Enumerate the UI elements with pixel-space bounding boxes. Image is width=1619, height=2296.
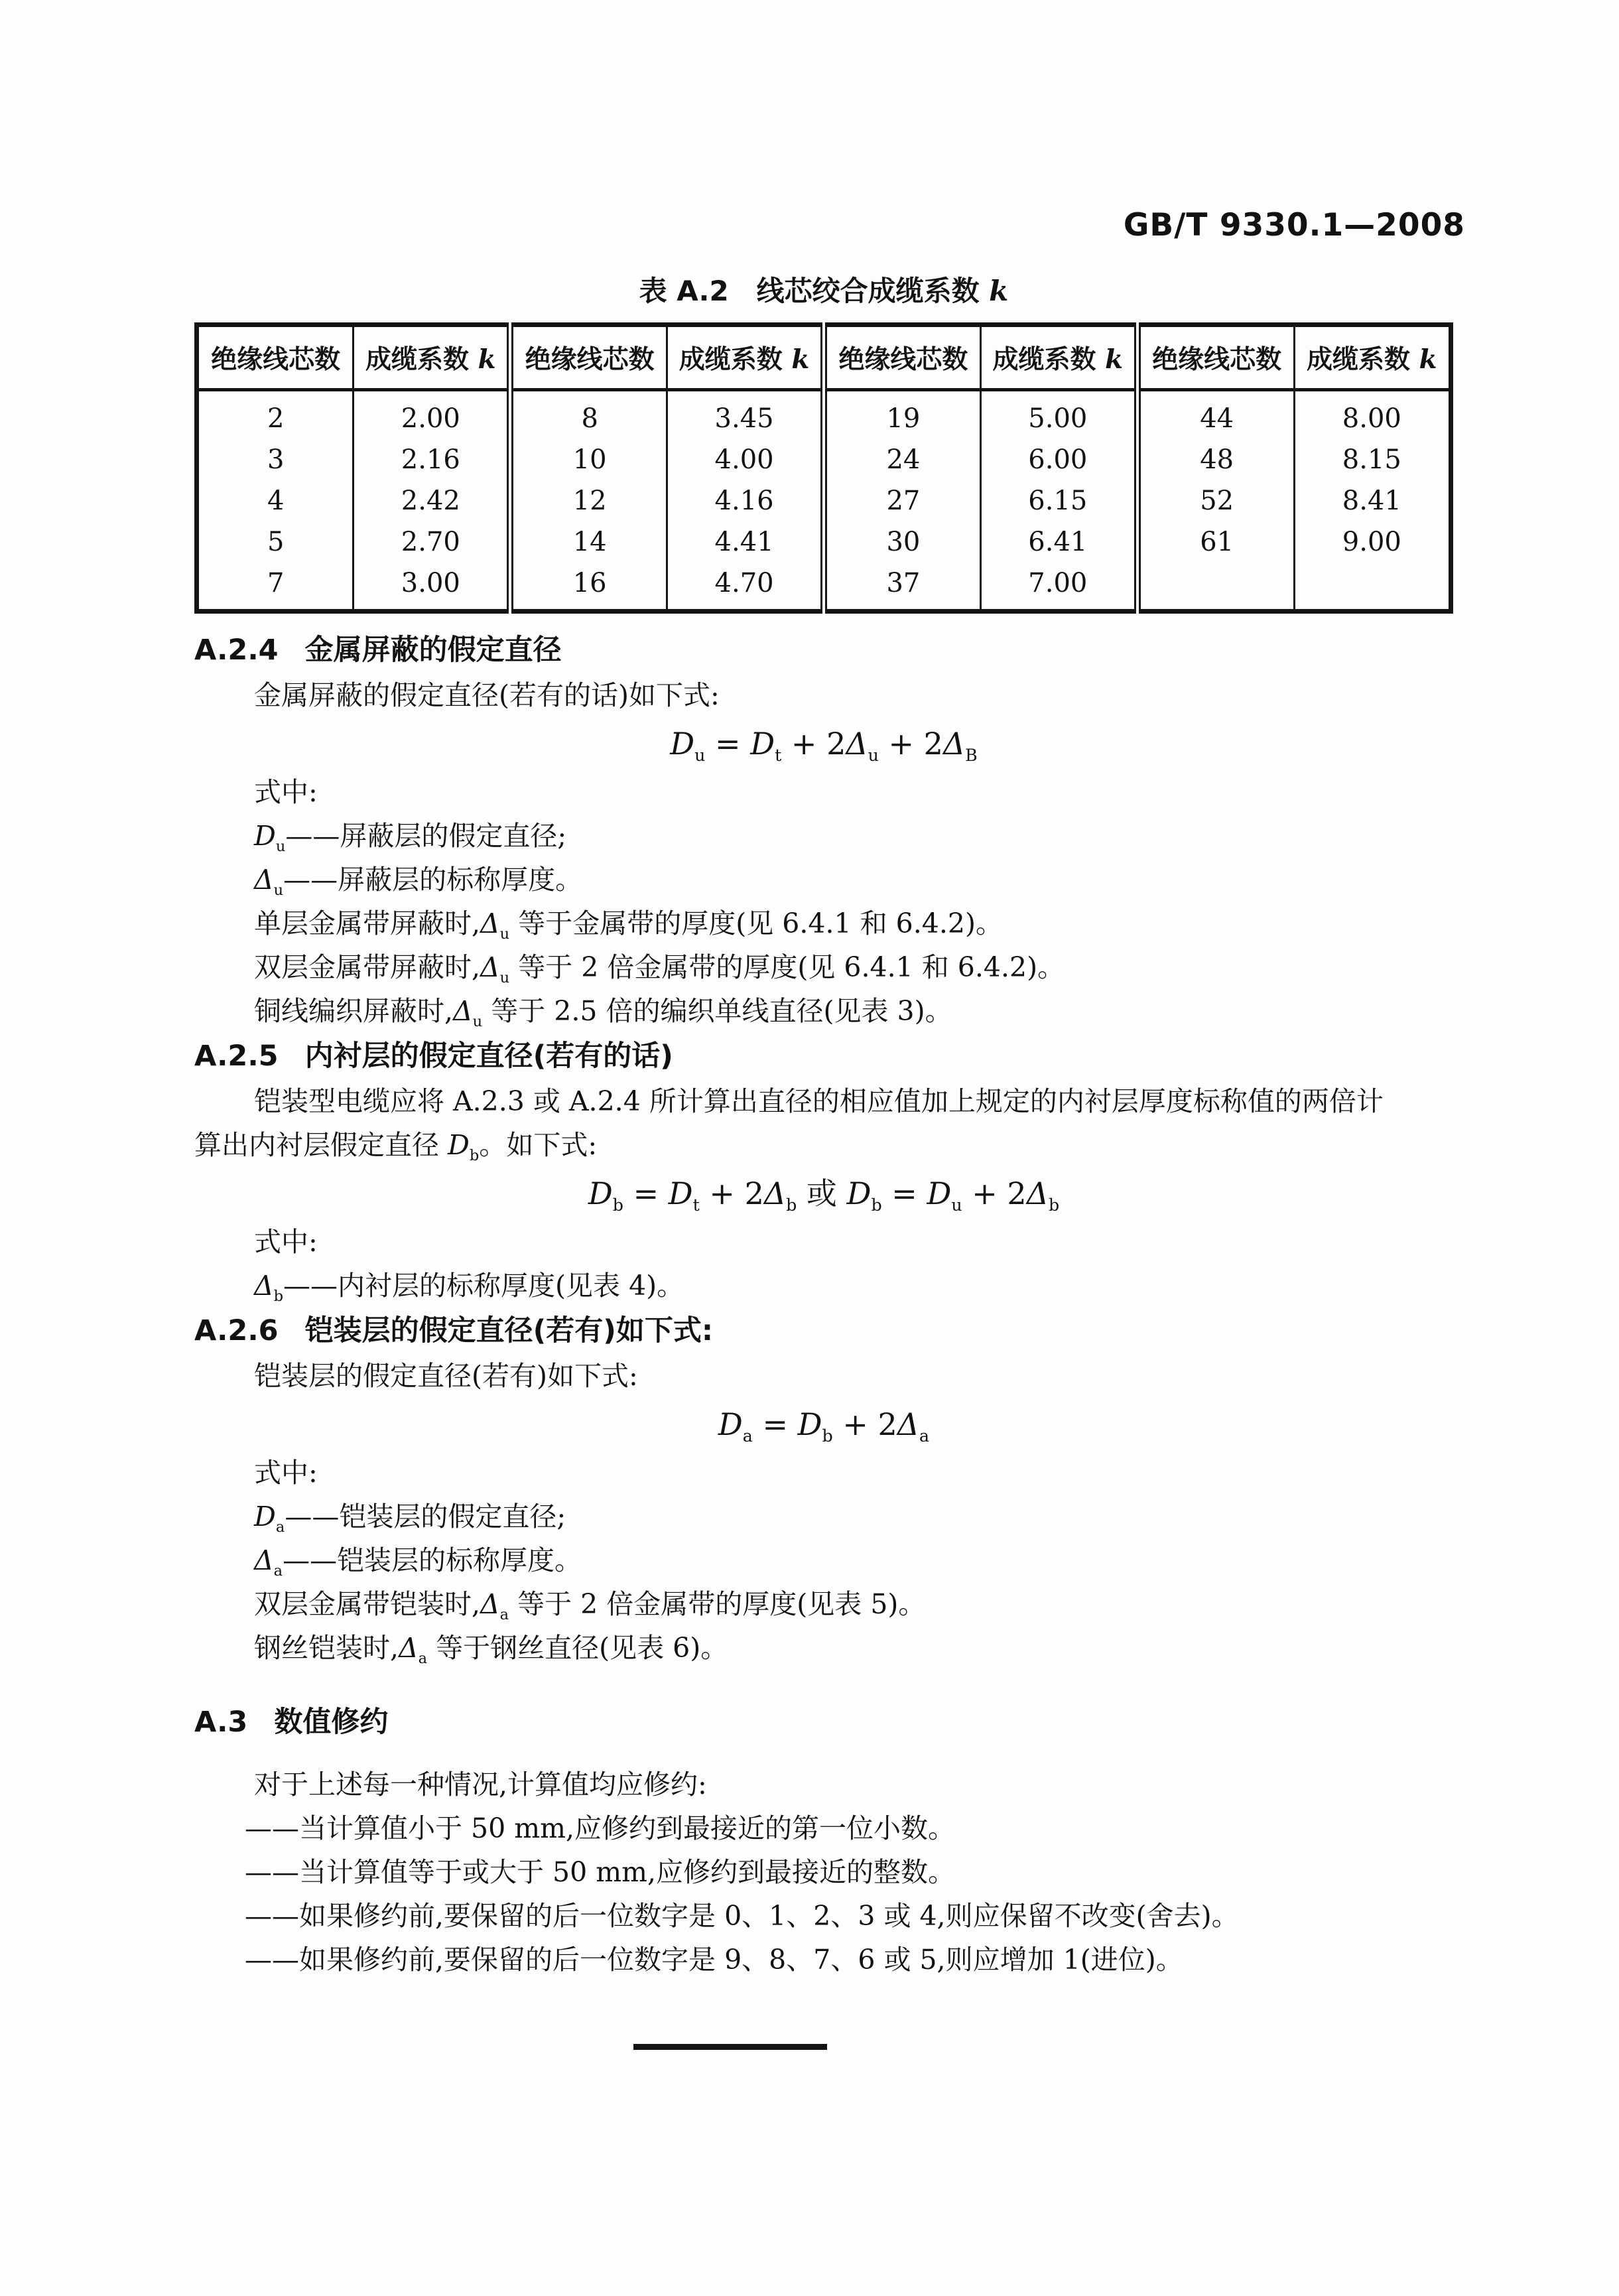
col-header-factor: 成缆系数 k bbox=[980, 325, 1137, 390]
table-cell: 4.00 bbox=[667, 439, 824, 480]
section-title: 内衬层的假定直径(若有的话) bbox=[304, 1040, 673, 1073]
section-number: A.2.4 bbox=[194, 634, 279, 667]
table-cell: 7 bbox=[267, 568, 285, 598]
table-cell: 6.00 bbox=[980, 439, 1137, 480]
table-row bbox=[197, 439, 1451, 480]
section-title: 数值修约 bbox=[274, 1706, 389, 1739]
table-cell: 6.15 bbox=[980, 480, 1137, 521]
table-cell: 8.41 bbox=[1294, 480, 1451, 521]
paragraph: 对于上述每一种情况,计算值均应修约: bbox=[254, 1769, 707, 1800]
table-cell: 24 bbox=[824, 439, 980, 480]
table-cell: 8.15 bbox=[1294, 439, 1451, 480]
table-cell: 5.00 bbox=[980, 390, 1137, 440]
definition-line: $\Delta_a——$铠装层的标称厚度。 bbox=[254, 1544, 582, 1580]
paragraph: 式中: bbox=[254, 1226, 318, 1258]
section-number: A.2.6 bbox=[194, 1314, 279, 1347]
table-cell: 10 bbox=[510, 439, 667, 480]
table-cell: 61 bbox=[1137, 521, 1294, 563]
table-cell: 44 bbox=[1137, 390, 1294, 440]
paragraph: 铠装型电缆应将 A.2.3 或 A.2.4 所计算出直径的相应值加上规定的内衬层厚度标称值的两倍计 bbox=[254, 1085, 1384, 1117]
paragraph: 铠装层的假定直径(若有)如下式: bbox=[254, 1360, 638, 1392]
table-cell: 4.16 bbox=[667, 480, 824, 521]
paragraph: 双层金属带铠装时$,\Delta_a$ 等于 2 倍金属带的厚度(见表 5)。 bbox=[254, 1588, 926, 1624]
table-cell: 30 bbox=[824, 521, 980, 563]
list-item: ——如果修约前,要保留的后一位数字是 9、8、7、6 或 5,则应增加 1(进位)。 bbox=[245, 1944, 1183, 1976]
standard-code: GB/T 9330.1—2008 bbox=[1123, 207, 1465, 243]
table-cell: 5 bbox=[267, 527, 285, 557]
table-row bbox=[197, 390, 1451, 440]
list-item: ——当计算值小于 50 mm,应修约到最接近的第一位小数。 bbox=[245, 1812, 956, 1844]
col-header-cores: 绝缘线芯数 bbox=[197, 325, 354, 390]
section-heading-a24 bbox=[194, 627, 1453, 673]
table-cell: 37 bbox=[824, 563, 980, 612]
table-cell: 8.00 bbox=[1294, 390, 1451, 440]
table-cell: 3.00 bbox=[354, 563, 510, 612]
paragraph: 算出内衬层假定直径 $D_b$。如下式: bbox=[194, 1129, 598, 1165]
table-title: 表 A.2 线芯绞合成缆系数 k bbox=[639, 275, 1009, 307]
col-header-factor: 成缆系数 k bbox=[354, 325, 510, 390]
end-of-document-rule bbox=[633, 2044, 827, 2050]
table-cell: 8 bbox=[510, 390, 667, 440]
formula-db: $D_b = D_t + 2\Delta_b$ 或 $D_b = D_u + 2\Delta_b$ bbox=[588, 1176, 1060, 1215]
table-cell: 27 bbox=[824, 480, 980, 521]
table-cell: 52 bbox=[1137, 480, 1294, 521]
table-cell: 48 bbox=[1137, 439, 1294, 480]
definition-line: $\Delta_b——$内衬层的标称厚度(见表 4)。 bbox=[254, 1270, 684, 1306]
col-header-cores: 绝缘线芯数 bbox=[824, 325, 980, 390]
table-cell: 14 bbox=[510, 521, 667, 563]
cabling-factor-table bbox=[194, 322, 1453, 614]
formula-du: $D_u = D_t + 2\Delta_u + 2\Delta_B$ bbox=[670, 726, 978, 766]
table-cell: 4.70 bbox=[667, 563, 824, 612]
table-cell: 3 bbox=[267, 444, 285, 475]
table-cell bbox=[1294, 563, 1451, 612]
table-cell: 4 bbox=[267, 486, 285, 516]
section-number: A.2.5 bbox=[194, 1040, 279, 1073]
table-cell: 6.41 bbox=[980, 521, 1137, 563]
section-number: A.3 bbox=[194, 1706, 248, 1739]
section-heading-a25 bbox=[194, 1033, 1453, 1079]
paragraph: 钢丝铠装时$,\Delta_a$ 等于钢丝直径(见表 6)。 bbox=[254, 1632, 728, 1668]
paragraph: 式中: bbox=[254, 776, 318, 808]
table-cell: 4.41 bbox=[667, 521, 824, 563]
col-header-factor: 成缆系数 k bbox=[1294, 325, 1451, 390]
table-cell: 2.16 bbox=[354, 439, 510, 480]
definition-line: $D_u——$屏蔽层的假定直径; bbox=[254, 820, 567, 856]
table-cell bbox=[1137, 563, 1294, 612]
list-item: ——当计算值等于或大于 50 mm,应修约到最接近的整数。 bbox=[245, 1856, 956, 1888]
table-cell: 3.45 bbox=[667, 390, 824, 440]
paragraph: 双层金属带屏蔽时$,\Delta_u$ 等于 2 倍金属带的厚度(见 6.4.1 和 6.4.2)。 bbox=[254, 951, 1065, 987]
paragraph: 铜线编织屏蔽时$,\Delta_u$ 等于 2.5 倍的编织单线直径(见表 3)。 bbox=[254, 995, 952, 1031]
definition-line: $D_a——$铠装层的假定直径; bbox=[254, 1501, 566, 1536]
table-row bbox=[197, 521, 1451, 563]
section-title: 铠装层的假定直径(若有)如下式: bbox=[304, 1314, 714, 1347]
list-item: ——如果修约前,要保留的后一位数字是 0、1、2、3 或 4,则应保留不改变(舍去)。 bbox=[245, 1900, 1239, 1932]
col-header-factor: 成缆系数 k bbox=[667, 325, 824, 390]
table-cell: 2.00 bbox=[354, 390, 510, 440]
table-cell: 16 bbox=[510, 563, 667, 612]
table-cell: 9.00 bbox=[1294, 521, 1451, 563]
section-heading-a26 bbox=[194, 1308, 1453, 1354]
table-row bbox=[197, 480, 1451, 521]
table-cell: 19 bbox=[824, 390, 980, 440]
section-heading-a3 bbox=[194, 1699, 1453, 1745]
table-row bbox=[197, 563, 1451, 612]
table-cell: 7.00 bbox=[980, 563, 1137, 612]
table-body bbox=[197, 390, 1451, 612]
paragraph: 式中: bbox=[254, 1457, 318, 1489]
table-cell: 2 bbox=[267, 403, 285, 434]
section-title: 金属屏蔽的假定直径 bbox=[304, 634, 562, 667]
table-cell: 2.70 bbox=[354, 521, 510, 563]
paragraph: 单层金属带屏蔽时$,\Delta_u$ 等于金属带的厚度(见 6.4.1 和 6.4.2)。 bbox=[254, 908, 1003, 943]
formula-da: $D_a = D_b + 2\Delta_a$ bbox=[718, 1406, 930, 1446]
table-header-row bbox=[197, 325, 1451, 390]
col-header-cores: 绝缘线芯数 bbox=[510, 325, 667, 390]
paragraph: 金属屏蔽的假定直径(若有的话)如下式: bbox=[254, 679, 720, 711]
page-content bbox=[194, 271, 1453, 2050]
definition-line: $\Delta_u——$屏蔽层的标称厚度。 bbox=[254, 864, 583, 900]
col-header-cores: 绝缘线芯数 bbox=[1137, 325, 1294, 390]
table-cell: 2.42 bbox=[354, 480, 510, 521]
table-cell: 12 bbox=[510, 480, 667, 521]
